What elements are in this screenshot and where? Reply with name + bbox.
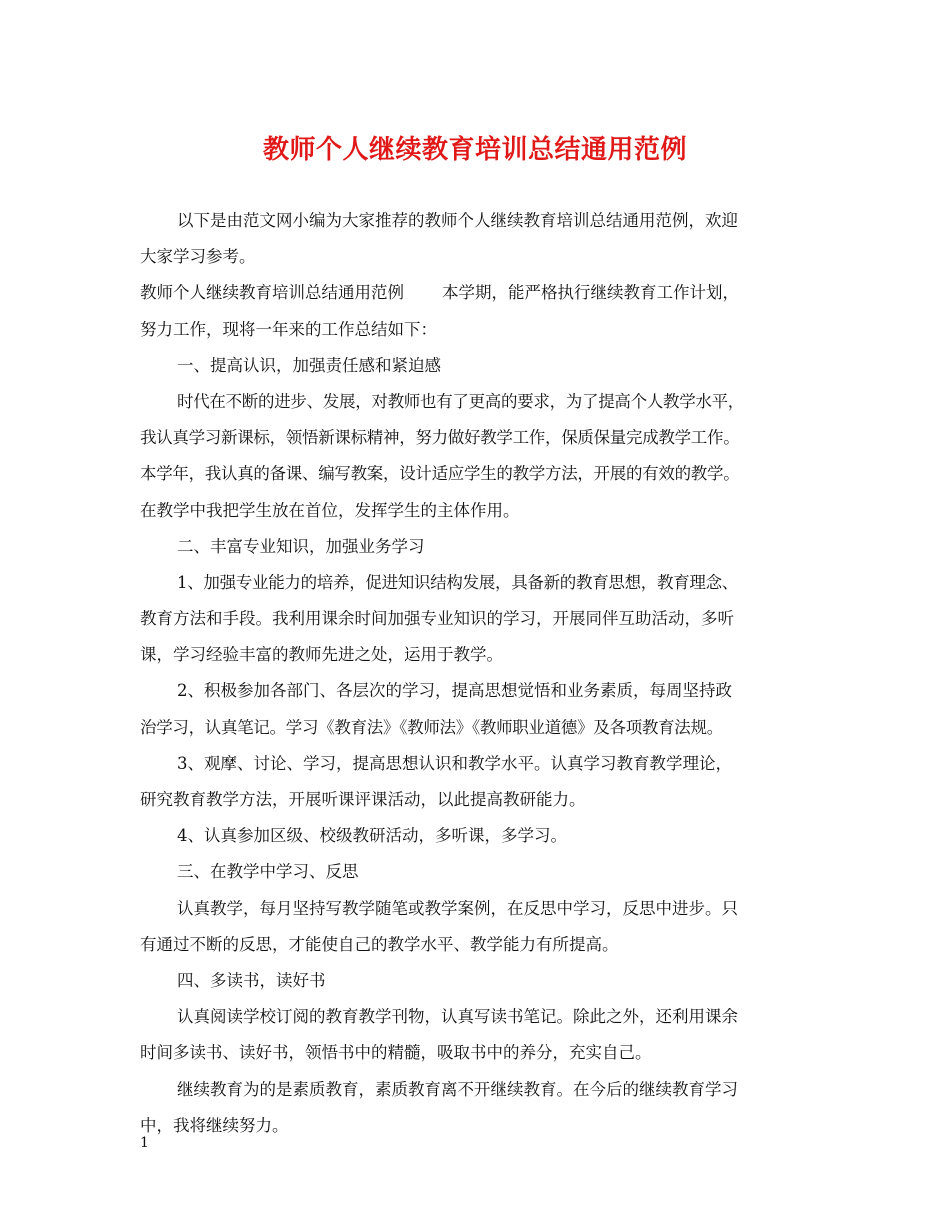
paragraph-line: 大家学习参考。 [140, 247, 256, 267]
section-heading: 三、在教学中学习、反思 [177, 862, 359, 882]
paragraph-line: 认真教学，每月坚持写教学随笔或教学案例，在反思中学习，反思中进步。只 [177, 898, 738, 918]
paragraph-line: 认真阅读学校订阅的教育教学刊物，认真写读书笔记。除此之外，还利用课余 [177, 1007, 738, 1027]
section-heading: 一、提高认识，加强责任感和紧迫感 [177, 355, 441, 375]
paragraph-line: 我认真学习新课标，领悟新课标精神，努力做好教学工作，保质保量完成教学工作。 [140, 428, 740, 448]
paragraph-line: 研究教育教学方法，开展听课评课活动，以此提高教研能力。 [140, 790, 586, 809]
paragraph-line: 以下是由范文网小编为大家推荐的教师个人继续教育培训总结通用范例，欢迎 [177, 211, 738, 230]
paragraph-line: 课，学习经验丰富的教师先进之处，运用于教学。 [140, 645, 503, 665]
paragraph-line: 中，我将继续努力。 [140, 1115, 289, 1135]
paragraph-line: 努力工作，现将一年来的工作总结如下： [140, 319, 437, 339]
document-title: 教师个人继续教育培训总结通用范例 [262, 135, 687, 165]
paragraph-line [140, 275, 820, 311]
paragraph-line: 2、积极参加各部门、各层次的学习，提高思想觉悟和业务素质，每周坚持政 [177, 681, 732, 701]
section-heading: 四、多读书，读好书 [177, 970, 326, 990]
paragraph-line: 3、观摩、讨论、学习，提高思想认识和教学水平。认真学习教育教学理论， [177, 753, 732, 773]
document-body [140, 203, 820, 1144]
paragraph-line: 1、加强专业能力的培养，促进知识结构发展，具备新的教育思想，教育理念、 [177, 572, 738, 592]
paragraph-line: 有通过不断的反思，才能使自己的教学水平、教学能力有所提高。 [140, 934, 619, 954]
paragraph-line: 时代在不断的进步、发展，对教师也有了更高的要求，为了提高个人教学水平， [177, 391, 745, 411]
paragraph-line: 教育方法和手段。我利用课余时间加强专业知识的学习，开展同伴互助活动，多听 [140, 609, 734, 629]
paragraph-line: 治学习，认真笔记。学习《教育法》《教师法》《教师职业道德》及各项教育法规。 [140, 717, 723, 737]
inline-text: 本学期，能严格执行继续教育工作计划， [442, 283, 739, 303]
inline-heading: 教师个人继续教育培训总结通用范例 [140, 283, 404, 303]
paragraph-line: 时间多读书、读好书，领悟书中的精髓，吸取书中的养分，充实自己。 [140, 1043, 652, 1063]
section-heading: 二、丰富专业知识，加强业务学习 [177, 536, 425, 556]
paragraph-line: 本学年，我认真的备课、编写教案，设计适应学生的教学方法，开展的有效的教学。 [140, 464, 740, 484]
paragraph-line: 4、认真参加区级、校级教研活动，多听课，多学习。 [177, 826, 567, 846]
paragraph-line: 在教学中我把学生放在首位，发挥学生的主体作用。 [140, 500, 520, 520]
paragraph-line: 继续教育为的是素质教育，素质教育离不开继续教育。在今后的继续教育学习 [177, 1079, 738, 1099]
page-number: 1 [140, 1135, 149, 1151]
